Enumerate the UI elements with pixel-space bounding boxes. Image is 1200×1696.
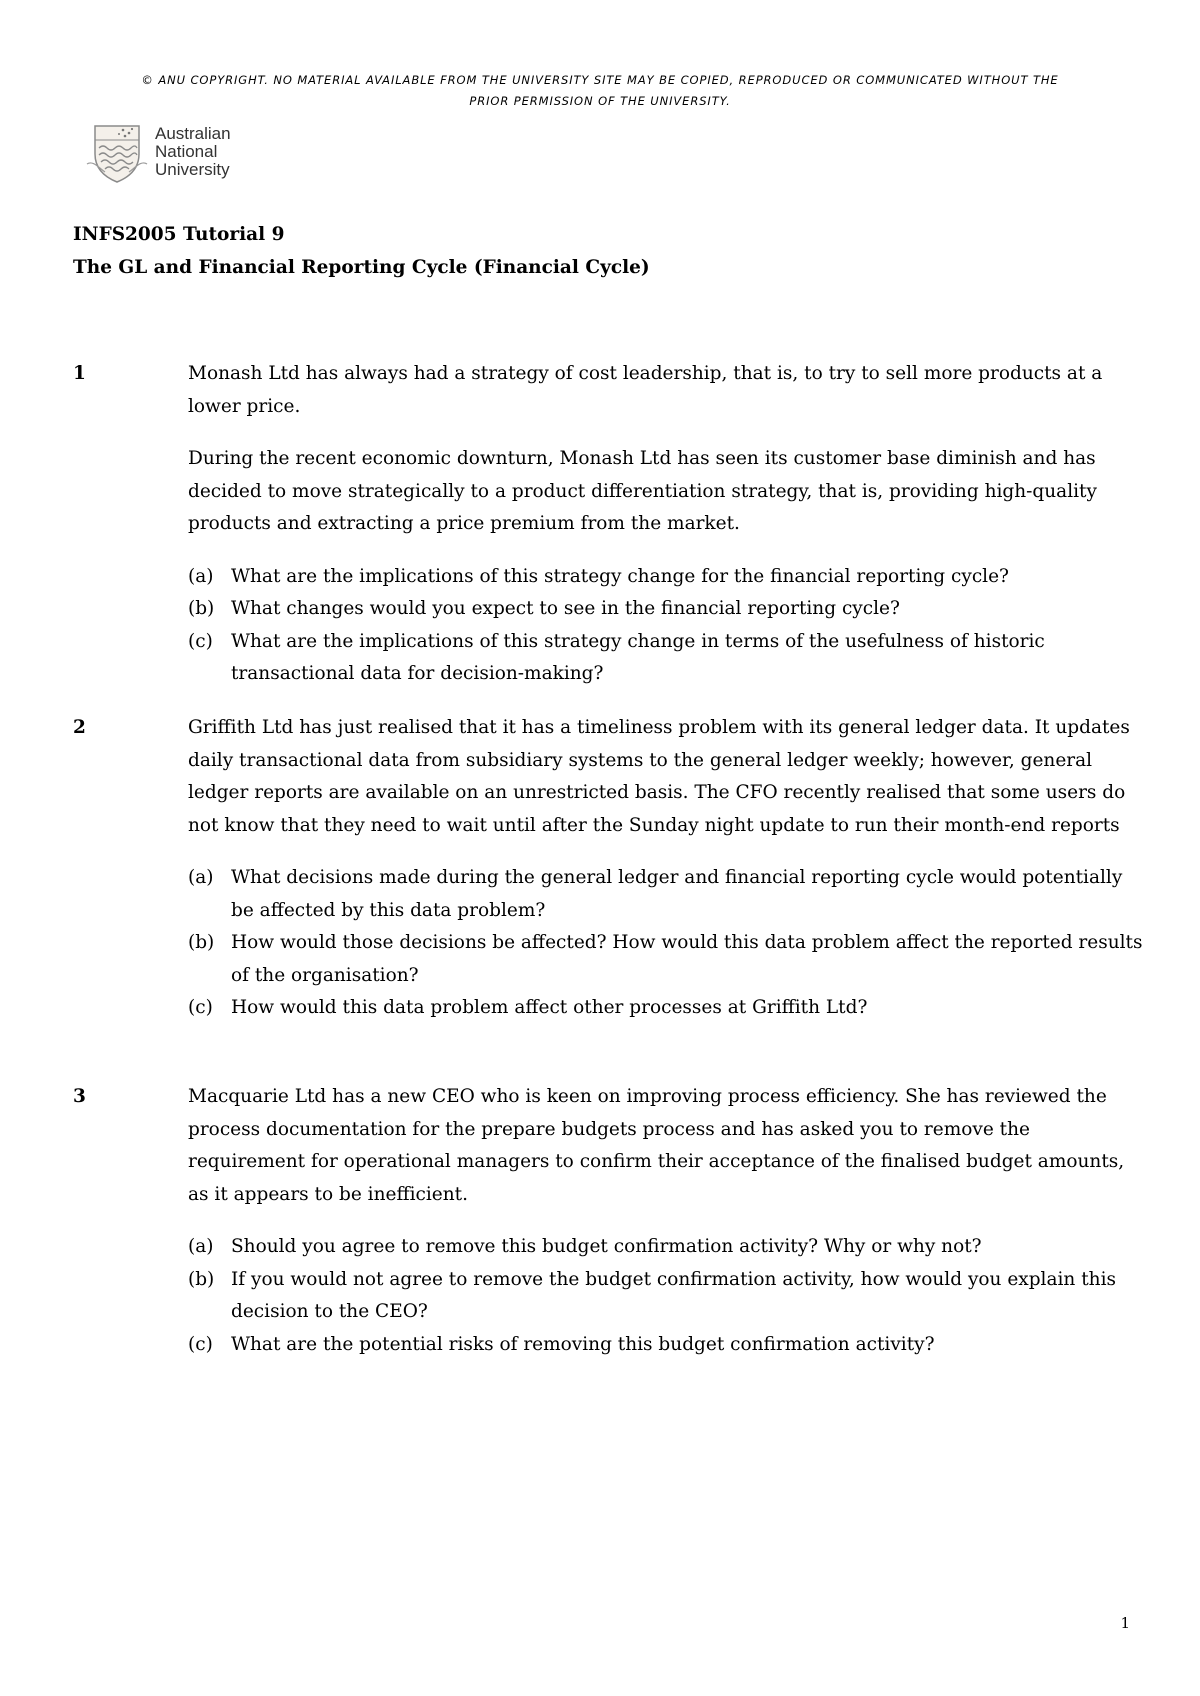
part-text: What are the potential risks of removing this budget confirmation activity?	[231, 1333, 935, 1355]
part-label: (a)	[188, 1236, 214, 1257]
question-part	[188, 992, 1143, 1025]
part-text: What are the implications of this strategy change in terms of the usefulness of historic transactional data for decision-making?	[231, 630, 1045, 684]
question-parts	[188, 561, 1143, 691]
part-text: How would those decisions be affected? How would this data problem affect the reported results of the organisation?	[231, 932, 1143, 986]
question-part	[188, 1329, 1143, 1362]
part-text: If you would not agree to remove the budget confirmation activity, how would you explain this decision to the CEO?	[231, 1268, 1116, 1322]
question-2	[73, 712, 1143, 1025]
title-line-2: The GL and Financial Reporting Cycle (Financial Cycle)	[73, 257, 650, 278]
part-label: (a)	[188, 565, 214, 587]
part-label: (b)	[188, 1268, 215, 1290]
question-paragraph: Griffith Ltd has just realised that it has a timeliness problem with its general ledger data. It updates daily transactional data from subsidiary systems to the general ledger weekly; however, general ledger reports are available on an unrestricted basis. The CFO recently realised that some users do not know that they need to wait until after the Sunday night update to run their month-end reports	[188, 717, 1130, 836]
question-paragraph: Macquarie Ltd has a new CEO who is keen on improving process efficiency. She has reviewed the process documentation for the prepare budgets process and has asked you to remove the requirement for operational managers to confirm their acceptance of the finalised budget amounts, as it appears to be inefficient.	[188, 1086, 1125, 1205]
question-parts	[188, 862, 1143, 1025]
question-parts	[188, 1231, 1143, 1361]
copyright-notice	[60, 70, 1140, 112]
question-part	[188, 593, 1143, 626]
part-text: What are the implications of this strategy change for the financial reporting cycle?	[231, 565, 1009, 587]
question-body	[188, 1081, 1143, 1361]
logo-line-2: National	[155, 142, 218, 161]
part-text: What decisions made during the general ledger and financial reporting cycle would potentially be affected by this data problem?	[231, 867, 1123, 921]
question-number: 1	[73, 363, 86, 384]
part-label: (c)	[188, 630, 213, 652]
question-part	[188, 927, 1143, 992]
question-number: 2	[73, 717, 86, 738]
question-body	[188, 358, 1143, 691]
part-label: (a)	[188, 867, 214, 888]
title-line-1: INFS2005 Tutorial 9	[73, 224, 285, 245]
anu-logo	[85, 120, 231, 184]
question-part	[188, 626, 1143, 691]
question-1	[73, 358, 1143, 691]
part-text: Should you agree to remove this budget confirmation activity? Why or why not?	[231, 1236, 982, 1257]
logo-line-3: University	[155, 160, 230, 179]
part-label: (b)	[188, 598, 215, 619]
question-paragraph: During the recent economic downturn, Monash Ltd has seen its customer base diminish and has decided to move strategically to a product differentiation strategy, that is, providing high-quality products and extracting a price premium from the market.	[188, 448, 1097, 534]
part-text: How would this data problem affect other processes at Griffith Ltd?	[231, 997, 868, 1018]
question-part	[188, 1231, 1143, 1264]
part-label: (c)	[188, 997, 213, 1018]
copyright-line-1: © ANU COPYRIGHT. NO MATERIAL AVAILABLE FROM THE UNIVERSITY SITE MAY BE COPIED, REPRODUCED OR COMMUNICATED WITHOUT THE	[141, 73, 1059, 87]
logo-line-1: Australian	[155, 124, 231, 143]
page-number: 1	[1120, 1614, 1130, 1632]
question-3	[73, 1081, 1143, 1361]
question-paragraph: Monash Ltd has always had a strategy of cost leadership, that is, to try to sell more products at a lower price.	[188, 363, 1103, 417]
anu-logo-text	[155, 125, 231, 179]
anu-crest-icon	[85, 120, 149, 184]
part-label: (c)	[188, 1333, 213, 1355]
question-part	[188, 1264, 1143, 1329]
question-body	[188, 712, 1143, 1025]
part-label: (b)	[188, 932, 215, 953]
copyright-line-2: PRIOR PERMISSION OF THE UNIVERSITY.	[469, 94, 731, 108]
question-part	[188, 862, 1143, 927]
document-title	[73, 218, 650, 284]
part-text: What changes would you expect to see in the financial reporting cycle?	[231, 598, 900, 619]
question-part	[188, 561, 1143, 594]
question-number: 3	[73, 1086, 86, 1107]
